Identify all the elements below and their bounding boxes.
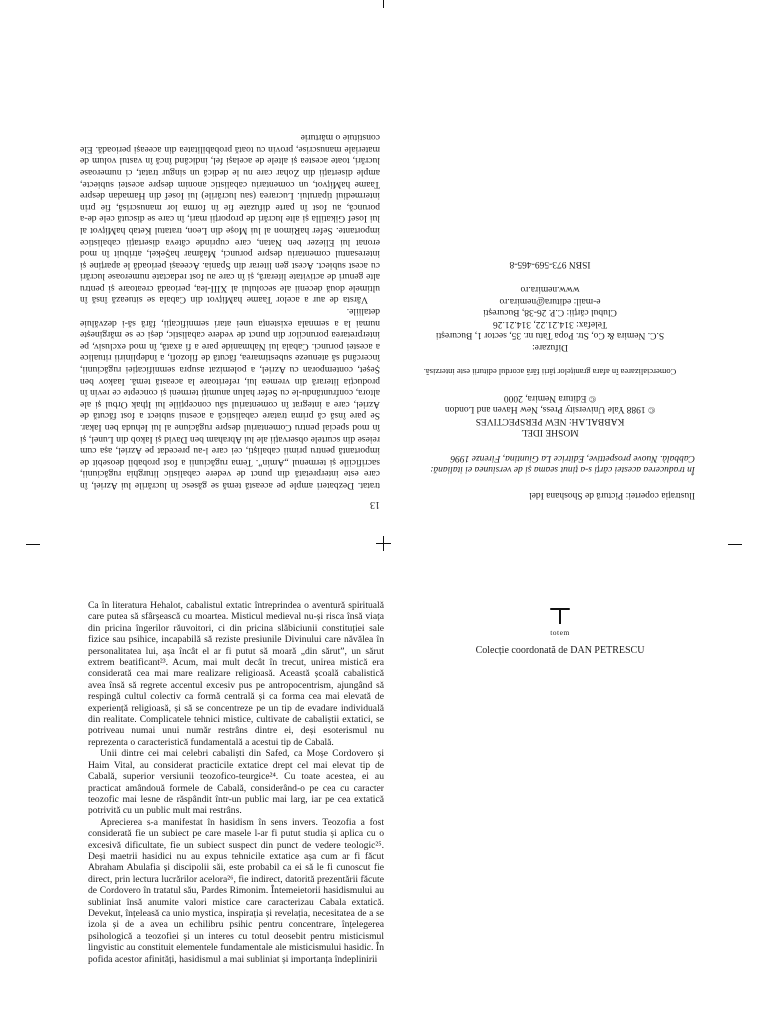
copyright-line: © 1988 Yale University Press, New Haven and London [444,404,656,415]
email-line: e-mail: editura@nemira.ro [499,296,601,306]
paragraph: tratat. Dezbateri ample pe această temă se găsesc în lucrările lui Azriel, în care este interpretată din punct de vedere cabalistic liturghia rugăciunii, sacrificiile și termenul „Amin”. Tema rugăciunii a fost probabil deosebit de importantă pentru primii cabaliști, cei care l-au precedat pe Azriel, așa cum reiese din scurtele observații ale lui Abraham ben David și Iakob din Lunel, și în mod special pentru Comentariul despre rugăciune al lui Iehuda ben Iakar. Se pare însă că prima tratare cabalistică a acestui subiect a fost făcută de Azriel, care a integrat în comentariul său concepțiile lui Ițhak Orbul și ale altora, confruntându-le cu Sefer haIun anumiți termeni și concepte ce revin în producția literară din vremea lui, referitoare la această temă. Iaakov ben Șeșet, contemporan cu Azriel, a polemizat asupra semnificației rugăciunii, încercând să atenueze subestimarea, făcută de filozofi, a îndeplinirii ritualice a acestei porunci. Cabala lui Nahmanide pare a fi axată, în mod exclusiv, pe interpretarea poruncilor din punct de vedere cabalistic, deși ce se mărginește numai la a semnala existența unei atari semnificații, fără să-i dezvăluie detaliile. [80,306,380,491]
distributor-label: Difuzare: [532,342,568,352]
distributor-address: S.C. Nemira & Co, Str. Popa Tatu nr. 35, sector 1, București [435,330,665,341]
paragraph: Unii dintre cei mai celebri cabaliști din Safed, ca Moșe Cordovero și Haim Vital, au considerat practicile extatice drept cel mai elevat tip de Cabală, superior versiunii teozofico-teurgice²⁴. Cu toate acestea, ei au practicat amândouă formele de Cabală, considerând-o pe cea cu caracter teozofic mai lesne de răspândit într-un public mai larg, iar pe cea extatică potrivită cu un public mult mai restrâns. [88,748,384,817]
paragraph: Vârsta de aur a acelor Taame haMițvot din Cabala se situează însă în ultimele două decenii ale secolului al XIII-lea, perioadă creatoare și pentru alte genuri de activitate literară, și în care au fost redactate numeroase lucrări cu acest subiect. Acest gen literar din Spania. Aceeași perioadă le aparține și interesantul comentariu despre porunci, Maămar haȘekel, atribuit în mod eronat lui Eliezer ben Natan, care cuprinde câteva disertații cabalistice importante. Sefer haRimon al lui Moșe din Leon, tratatul Ketab haMițvot al lui Iosef Gikatilla și alte lucrări de proporții mari, în care se discută cele de-a poruncă, au fost în parte difuzate fie în forma lor manuscrisă, fie prin intermediul tiparului. Lucrarea (sau lucrările) lui Iosef din Hamadan despre Taame haMițvot, un comentariu cabalistic anonim despre acestei subiecte, ample disertații din Zohar care nu le dedică un singur tratat, ci numeroase lucrări, toate acestea și altele de același fel, indicând încă în vastul volum de materiale manuscrise, provin cu toată probabilitatea din aceeași perioadă. Ele constituie o mărturie [80,132,380,306]
crop-mark-center-v [383,536,384,551]
phone-line: Telefax: 314.21.22, 314.21.26 [492,319,608,329]
crop-mark-top [383,0,384,8]
series-page [440,600,680,680]
website-line: www.nemira.ro [520,284,580,295]
original-title: KABBALAH: NEW PERSPECTIVES [475,416,625,426]
translation-note: În traducerea acestei cărți s-a ținut seama și de versiunea ei italiană: Cabbalà. Nuove prospettive, Editrice La Giuntina, Firenze 1996 [430,453,695,475]
page-number: 13 [370,499,380,510]
mail-club: Clubul cărții: C.P. 26-38, București [483,307,617,318]
isbn-line: ISBN 973-569-465-8 [509,259,591,269]
cover-credit: Ilustrația copertei: Pictură de Shoshana Idel [529,490,695,500]
paragraph: Aprecierea s-a manifestat în hasidism în sens invers. Teozofia a fost considerată fie un subiect pe care masele l-ar fi putut studia și aplica cu o excesivă dificultate, fie un subiect suspect din punct de vedere teologic²⁵. Deși maetrii hasidici nu au expus tehnicile extatice așa cum ar fi făcut Abraham Abulafia și discipolii săi, este probabil ca ei să le fi cunoscut fie direct, prin lectura lucrărilor acelora²⁶, fie indirect, datorită prezentării făcute de Cordovero în tratatul său, Pardes Rimonim. Întemeietorii hasidismului au subliniat însă anumite valori mistice care caracterizau Cabala extatică. Devekut, înțeleasă ca unio mystica, inspirația și revelația, necesitatea de a se izola și de a avea un echilibru psihic pentru concentrare, înțelegerea psihologică a teozofiei și un interes cu totul deosebit pentru misticismul lingvistic au constituit elementele fundamentale ale misticismului hasidic. În pofida acestor afinități, hasidismul a mai subliniat și importanța îndeplinirii [88,816,384,965]
series-credit: Colecție coordonată de DAN PETRESCU [475,645,645,656]
author-name: MOSHE IDEL [521,427,579,438]
crop-mark-left [26,544,40,545]
distribution-note: Comercializarea în afara granițelor țării fără acordul editurii este interzisă. [423,367,677,378]
inverted-colophon-page [405,60,695,500]
crop-mark-right [728,544,742,545]
copyright-line: © Editura Nemira, 2000 [503,393,597,403]
totem-logo-icon [550,606,570,626]
logo-text: totem [550,628,570,637]
text-page [88,600,384,1024]
inverted-text-page [80,40,380,510]
paragraph: Ca în literatura Hehalot, cabalistul extatic întreprindea o aventură spirituală care putea să sfârșească cu moartea. Misticul medieval nu-și risca însă viața din pricina îngerilor răuvoitori, ci din pricina slăbiciunii constituției sale fizice sau psihice, incapabilă să reziste presiunile Divinului care năvălea în personalitatea lui, așa încât el ar fi putut să moară „din sărut”, un sărut extrem beatificant²³. Acum, mai mult decât în trecut, unirea mistică era considerată cea mai mare realizare religioasă. Această școală cabalistică avea însă să regrete accentul excesiv pus pe antropocentrism, ajungând să respingă cultul colectiv ca formă centrală și ca forma cea mai elevată de experiență religioasă, și să se concentreze pe un tip de evadare individuală din realitate. Complicatele tehnici mistice, cultivate de cabaliștii extatici, se potriveau numai unui număr restrâns dintre ei, deși esoterismul nu reprezenta o caracteristică fundamentală a acestui tip de Cabală. [88,600,384,748]
